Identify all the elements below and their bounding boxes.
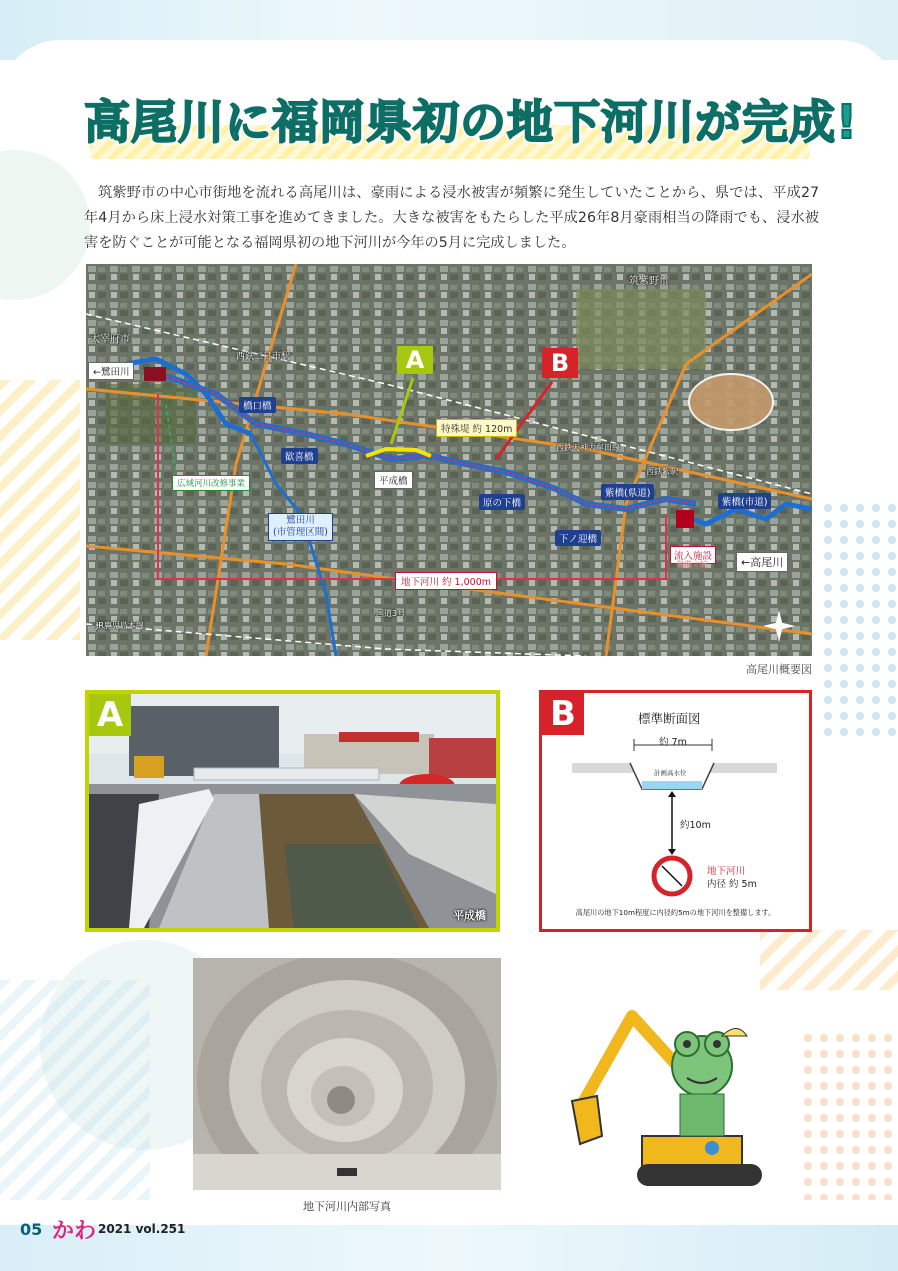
magazine-logo: かわ [52,1219,97,1244]
page-title: 高尾川に福岡県初の地下河川が完成! [84,95,858,149]
label-takao-river: ←高尾川 [736,552,788,572]
width-label: 約 7m [659,737,687,748]
label-shimonoshin-bridge: 下ノ迎橋 [555,530,601,546]
label-special-levee: 特殊堤 約 120m [436,419,517,437]
label-national-route: 国道3号 [376,609,406,618]
river-channel-photo [89,694,496,928]
map-illustration [86,264,812,656]
label-underground-length: 地下河川 約 1,000m [395,572,497,590]
label-harano-bridge: 原の下橋 [479,494,525,510]
cross-section-diagram [542,693,809,929]
cross-section-note: 高尾川の地下10m程度に内径約5mの地下河川を整備します。 [575,908,776,917]
decor-stripes [0,380,80,640]
label-dazaifu: 太宰府市 [90,334,130,345]
label-hashiguchi-bridge: 橋口橋 [239,397,276,413]
depth-label: 約10m [680,820,711,831]
label-shibi-bridge-pref: 紫橋(県道) [601,484,654,500]
label-murasaki-station: 西鉄紫駅 [646,467,678,476]
decor-dots [820,500,898,740]
tunnel-illustration [193,958,501,1190]
label-shibi-bridge-city: 紫橋(市道) [718,493,771,509]
cross-section-panel [539,690,812,932]
tunnel-label: 地下河川 [707,866,746,877]
photo-tag-a: A [89,694,131,736]
intro-paragraph: 筑紫野市の中心市街地を流れる高尾川は、豪雨による浸水被害が頻繁に発生していたことから、県では、平成27年4月から床上浸水対策工事を進めてきました。大きな被害をもたらした平成26年8月豪雨相当の降雨でも、浸水被害を防ぐことが可能となる福岡県初の地下河川が今年の5月に完成しました。 [84,185,819,251]
label-heisei-bridge: 平成橋 [374,471,413,489]
label-washida-city: 鷺田川 (市管理区間) [268,513,333,541]
water-level-label: 計画高水位 [654,769,687,777]
map-marker-a: A [397,346,433,374]
decor-dots [800,1030,898,1200]
label-chikushino: 筑紫野市 [629,276,669,287]
label-koiki-project: 広域河川改修事業 [172,475,250,491]
decor-stripes [760,930,898,990]
photo-a-caption: 平成橋 [453,909,486,922]
label-shaft: 発進立坑 [676,560,708,569]
map-marker-b: B [542,348,578,378]
cross-section-heading: 標準断面図 [638,711,701,726]
photo-heisei-bridge [85,690,500,932]
frog-excavator-illustration [562,996,802,1196]
map-caption: 高尾川概要図 [746,663,812,676]
label-washida-river: ←鷺田川 [88,362,134,380]
tunnel-interior-photo [193,958,501,1190]
page-number: 05 [20,1220,43,1239]
decor-stripes [0,980,150,1200]
label-kanki-bridge: 歓喜橋 [281,448,318,464]
label-jr-line: JR鹿児島本線 [96,621,144,630]
tunnel-photo-caption: 地下河川内部写真 [303,1200,391,1213]
panel-tag-b: B [542,693,584,735]
label-nishitetsu-station: 西鉄二日市駅 [236,352,291,362]
label-nishitetsu-line: 西鉄天神大牟田線 [556,443,620,452]
diameter-label: 内径 約 5m [707,879,757,890]
issue-label: 2021 vol.251 [98,1222,186,1236]
label-inflow-facility: 流入施設 [670,546,716,564]
overview-map [86,264,812,656]
